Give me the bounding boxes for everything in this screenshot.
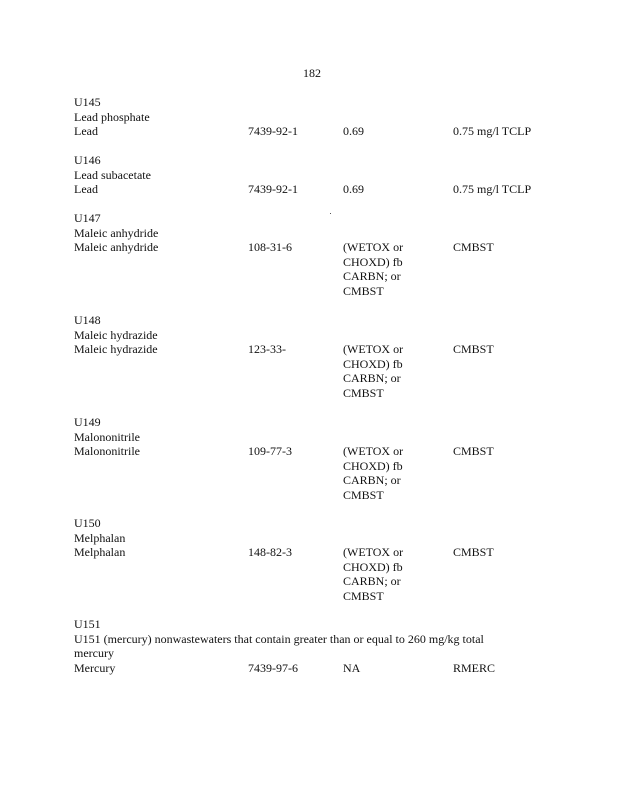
- wastewater-standard-line: (WETOX or: [343, 240, 404, 254]
- cas-number: 7439-92-1: [248, 124, 298, 138]
- cas-number: 108-31-6: [248, 240, 292, 254]
- cas-number: 109-77-3: [248, 444, 292, 458]
- constituent: Mercury: [74, 660, 116, 675]
- waste-code: U150: [74, 516, 101, 530]
- waste-name: U151 (mercury) nonwastewaters that contain greater than or equal to 260 mg/kg total mercury: [74, 631, 484, 660]
- wastewater-standard-line: CARBN; or: [343, 473, 401, 487]
- waste-entry-u147: [74, 211, 544, 313]
- waste-code: U147: [74, 211, 101, 225]
- waste-name: Malononitrile: [74, 429, 140, 444]
- wastewater-standard-line: CMBST: [343, 385, 384, 400]
- page-number: 182: [303, 66, 321, 80]
- waste-code: U146: [74, 153, 101, 167]
- nonwastewater-standard: CMBST: [453, 342, 494, 356]
- waste-name: Maleic hydrazide: [74, 327, 158, 342]
- wastewater-standard: NA: [343, 660, 361, 675]
- waste-entry-u148: [74, 313, 544, 415]
- nonwastewater-standard: CMBST: [453, 545, 494, 559]
- wastewater-standard-line: CHOXD) fb: [343, 254, 403, 269]
- constituent: Melphalan: [74, 545, 126, 559]
- constituent: Malononitrile: [74, 444, 140, 458]
- waste-entry-u149: [74, 415, 544, 517]
- wastewater-standard-line: CARBN; or: [343, 269, 401, 283]
- cas-number: 7439-97-6: [248, 660, 298, 675]
- wastewater-standard-line: CARBN; or: [343, 574, 401, 588]
- wastewater-standard-line: (WETOX or: [343, 342, 404, 356]
- wastewater-standard-line: CARBN; or: [343, 371, 401, 385]
- waste-entry-u146: [74, 153, 544, 197]
- waste-entry-u151: [74, 617, 544, 675]
- waste-name: Melphalan: [74, 530, 126, 545]
- waste-code: U151: [74, 617, 101, 631]
- nonwastewater-standard: 0.75 mg/l TCLP: [453, 182, 532, 196]
- waste-code: U149: [74, 415, 101, 429]
- constituent: Maleic anhydride: [74, 240, 159, 254]
- waste-name: Lead subacetate: [74, 167, 151, 182]
- wastewater-standard-line: CMBST: [343, 588, 384, 603]
- nonwastewater-standard: RMERC: [453, 660, 496, 675]
- wastewater-standard-line: CMBST: [343, 283, 384, 298]
- cas-number: 7439-92-1: [248, 182, 298, 196]
- wastewater-standard-line: CHOXD) fb: [343, 458, 403, 473]
- wastewater-standard-line: (WETOX or: [343, 444, 404, 458]
- wastewater-standard-line: (WETOX or: [343, 545, 404, 559]
- waste-code: U145: [74, 95, 101, 109]
- cas-number: 148-82-3: [248, 545, 292, 559]
- nonwastewater-standard: 0.75 mg/l TCLP: [453, 124, 532, 138]
- waste-name: Maleic anhydride: [74, 225, 159, 240]
- nonwastewater-standard: CMBST: [453, 444, 494, 458]
- cas-number: 123-33-: [248, 342, 286, 356]
- constituent: Lead: [74, 124, 98, 138]
- waste-name: Lead phosphate: [74, 109, 150, 124]
- wastewater-standard: 0.69: [343, 124, 364, 138]
- wastewater-standard: 0.69: [343, 182, 364, 196]
- wastewater-standard-line: CHOXD) fb: [343, 356, 403, 371]
- nonwastewater-standard: CMBST: [453, 240, 494, 254]
- wastewater-standard-line: CMBST: [343, 487, 384, 502]
- waste-entry-u145: [74, 95, 544, 139]
- constituent: Maleic hydrazide: [74, 342, 158, 356]
- waste-code: U148: [74, 313, 101, 327]
- wastewater-standard-line: CHOXD) fb: [343, 559, 403, 574]
- constituent: Lead: [74, 182, 98, 196]
- waste-entry-u150: [74, 516, 544, 618]
